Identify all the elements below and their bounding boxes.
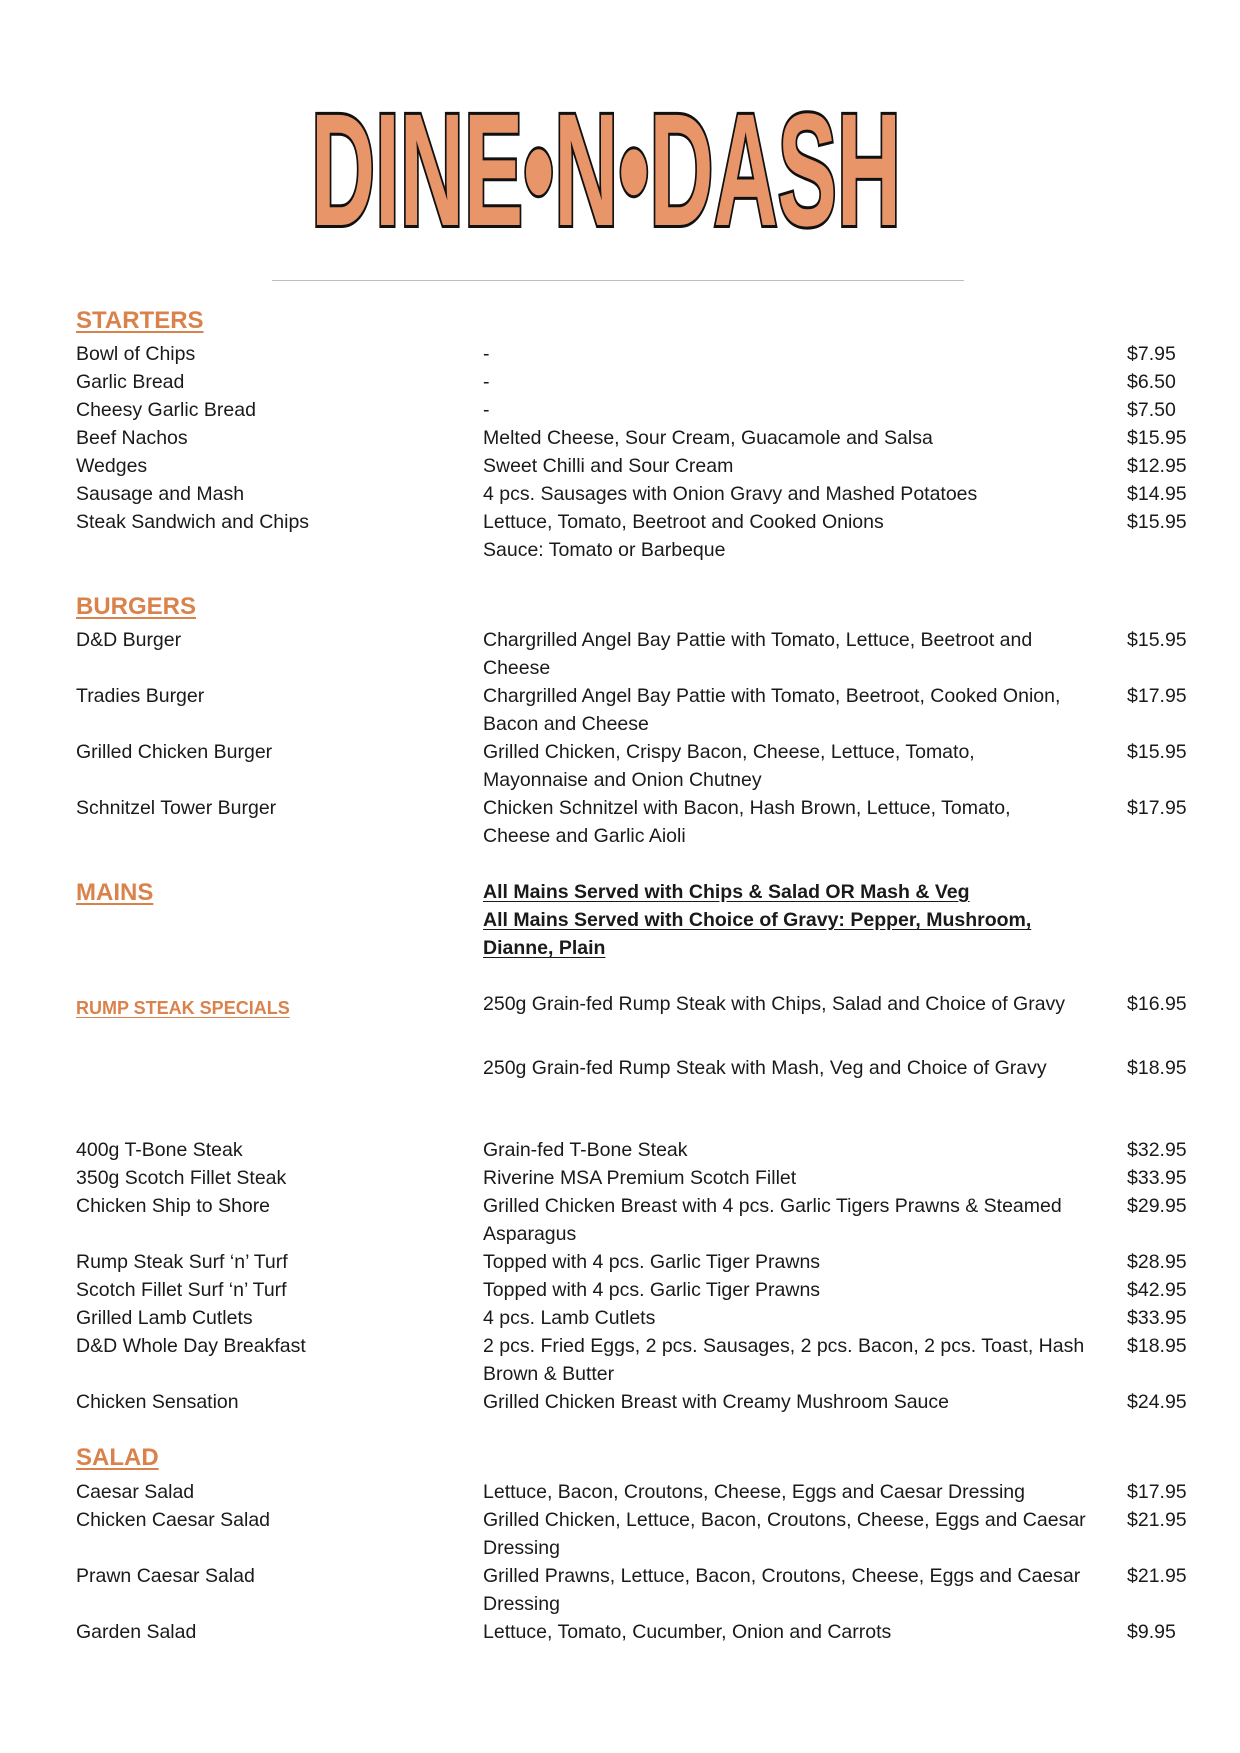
item-description-line-2: Cheese bbox=[483, 657, 551, 679]
item-description: Melted Cheese, Sour Cream, Guacamole and Salsa bbox=[483, 427, 933, 449]
item-name: Tradies Burger bbox=[76, 685, 205, 707]
item-price: $17.95 bbox=[1127, 1481, 1187, 1503]
item-description: Topped with 4 pcs. Garlic Tiger Prawns bbox=[483, 1279, 821, 1301]
item-price: $17.95 bbox=[1127, 685, 1187, 707]
item-description: 250g Grain-fed Rump Steak with Chips, Salad and Choice of Gravy bbox=[483, 993, 1066, 1015]
item-description-line-2: Mayonnaise and Onion Chutney bbox=[483, 769, 762, 791]
item-name: D&D Burger bbox=[76, 629, 182, 651]
item-price: $14.95 bbox=[1127, 483, 1187, 505]
item-price: $17.95 bbox=[1127, 797, 1187, 819]
item-description: 2 pcs. Fried Eggs, 2 pcs. Sausages, 2 pcs. Bacon, 2 pcs. Toast, Hash bbox=[483, 1335, 1085, 1357]
item-name: Garlic Bread bbox=[76, 371, 185, 393]
item-description: Lettuce, Tomato, Cucumber, Onion and Carrots bbox=[483, 1621, 892, 1643]
item-name: Scotch Fillet Surf ‘n’ Turf bbox=[76, 1279, 287, 1301]
item-description: Chargrilled Angel Bay Pattie with Tomato, Beetroot, Cooked Onion, bbox=[483, 685, 1061, 707]
item-price: $16.95 bbox=[1127, 993, 1187, 1015]
item-price: $7.95 bbox=[1127, 343, 1176, 365]
item-name: Bowl of Chips bbox=[76, 343, 196, 365]
mains-note-gravy-line-2: Dianne, Plain bbox=[483, 937, 606, 959]
item-description-line-2: Brown & Butter bbox=[483, 1363, 615, 1385]
item-price: $21.95 bbox=[1127, 1509, 1187, 1531]
item-price: $29.95 bbox=[1127, 1195, 1187, 1217]
item-name: Garden Salad bbox=[76, 1621, 197, 1643]
item-description: 250g Grain-fed Rump Steak with Mash, Veg and Choice of Gravy bbox=[483, 1057, 1047, 1079]
burgers-heading: BURGERS bbox=[76, 593, 197, 620]
item-price: $32.95 bbox=[1127, 1139, 1187, 1161]
item-price: $24.95 bbox=[1127, 1391, 1187, 1413]
starters-heading: STARTERS bbox=[76, 307, 204, 334]
item-name: Prawn Caesar Salad bbox=[76, 1565, 255, 1587]
item-price: $28.95 bbox=[1127, 1251, 1187, 1273]
mains-note-gravy: All Mains Served with Choice of Gravy: Pepper, Mushroom, bbox=[483, 909, 1032, 931]
item-description-line-2: Bacon and Cheese bbox=[483, 713, 649, 735]
item-description: - bbox=[483, 371, 490, 393]
item-description: Grilled Chicken, Lettuce, Bacon, Croutons, Cheese, Eggs and Caesar bbox=[483, 1509, 1086, 1531]
item-price: $33.95 bbox=[1127, 1167, 1187, 1189]
item-description-line-2: Sauce: Tomato or Barbeque bbox=[483, 539, 726, 561]
item-price: $15.95 bbox=[1127, 629, 1187, 651]
item-name: Grilled Lamb Cutlets bbox=[76, 1307, 253, 1329]
item-description: 4 pcs. Lamb Cutlets bbox=[483, 1307, 656, 1329]
item-description: - bbox=[483, 343, 490, 365]
item-name: Schnitzel Tower Burger bbox=[76, 797, 277, 819]
item-name: Chicken Sensation bbox=[76, 1391, 239, 1413]
item-price: $21.95 bbox=[1127, 1565, 1187, 1587]
item-price: $42.95 bbox=[1127, 1279, 1187, 1301]
item-description: Grilled Chicken Breast with Creamy Mushroom Sauce bbox=[483, 1391, 950, 1413]
item-description: Lettuce, Tomato, Beetroot and Cooked Onions bbox=[483, 511, 884, 533]
item-name: Beef Nachos bbox=[76, 427, 188, 449]
item-name: Chicken Caesar Salad bbox=[76, 1509, 271, 1531]
item-description-line-2: Asparagus bbox=[483, 1223, 577, 1245]
item-name: Steak Sandwich and Chips bbox=[76, 511, 310, 533]
item-description: Topped with 4 pcs. Garlic Tiger Prawns bbox=[483, 1251, 821, 1273]
item-price: $33.95 bbox=[1127, 1307, 1187, 1329]
item-description: Grilled Chicken, Crispy Bacon, Cheese, Lettuce, Tomato, bbox=[483, 741, 975, 763]
item-description: Lettuce, Bacon, Croutons, Cheese, Eggs and Caesar Dressing bbox=[483, 1481, 1025, 1503]
item-description: Grilled Chicken Breast with 4 pcs. Garlic Tigers Prawns & Steamed bbox=[483, 1195, 1062, 1217]
item-name: Rump Steak Surf ‘n’ Turf bbox=[76, 1251, 288, 1273]
mains-note-sides: All Mains Served with Chips & Salad OR Mash & Veg bbox=[483, 881, 970, 903]
item-name: Caesar Salad bbox=[76, 1481, 195, 1503]
item-price: $18.95 bbox=[1127, 1057, 1187, 1079]
dine-n-dash-logo bbox=[306, 100, 906, 245]
item-name: Chicken Ship to Shore bbox=[76, 1195, 271, 1217]
salad-heading: SALAD bbox=[76, 1444, 159, 1471]
header-divider bbox=[272, 280, 964, 281]
logo-text: DINE•N•DASH bbox=[311, 100, 901, 245]
item-description-line-2: Dressing bbox=[483, 1593, 560, 1615]
item-name: Cheesy Garlic Bread bbox=[76, 399, 256, 421]
item-description: Sweet Chilli and Sour Cream bbox=[483, 455, 734, 477]
rump-steak-specials-heading: RUMP STEAK SPECIALS bbox=[76, 998, 290, 1018]
item-description: Chargrilled Angel Bay Pattie with Tomato, Lettuce, Beetroot and bbox=[483, 629, 1033, 651]
item-name: D&D Whole Day Breakfast bbox=[76, 1335, 306, 1357]
item-name: 400g T-Bone Steak bbox=[76, 1139, 243, 1161]
item-name: Wedges bbox=[76, 455, 148, 477]
item-price: $15.95 bbox=[1127, 511, 1187, 533]
item-description: Riverine MSA Premium Scotch Fillet bbox=[483, 1167, 797, 1189]
item-description: - bbox=[483, 399, 490, 421]
item-price: $6.50 bbox=[1127, 371, 1176, 393]
item-price: $15.95 bbox=[1127, 427, 1187, 449]
item-description-line-2: Dressing bbox=[483, 1537, 560, 1559]
item-description: Grilled Prawns, Lettuce, Bacon, Croutons, Cheese, Eggs and Caesar bbox=[483, 1565, 1081, 1587]
item-price: $12.95 bbox=[1127, 455, 1187, 477]
logo-wordmark bbox=[306, 100, 906, 245]
item-price: $18.95 bbox=[1127, 1335, 1187, 1357]
item-price: $7.50 bbox=[1127, 399, 1176, 421]
item-name: 350g Scotch Fillet Steak bbox=[76, 1167, 287, 1189]
item-description: Chicken Schnitzel with Bacon, Hash Brown, Lettuce, Tomato, bbox=[483, 797, 1011, 819]
item-price: $15.95 bbox=[1127, 741, 1187, 763]
item-name: Sausage and Mash bbox=[76, 483, 245, 505]
item-price: $9.95 bbox=[1127, 1621, 1176, 1643]
item-description: Grain-fed T-Bone Steak bbox=[483, 1139, 688, 1161]
item-description: 4 pcs. Sausages with Onion Gravy and Mashed Potatoes bbox=[483, 483, 978, 505]
mains-heading: MAINS bbox=[76, 879, 154, 906]
item-description-line-2: Cheese and Garlic Aioli bbox=[483, 825, 686, 847]
item-name: Grilled Chicken Burger bbox=[76, 741, 273, 763]
